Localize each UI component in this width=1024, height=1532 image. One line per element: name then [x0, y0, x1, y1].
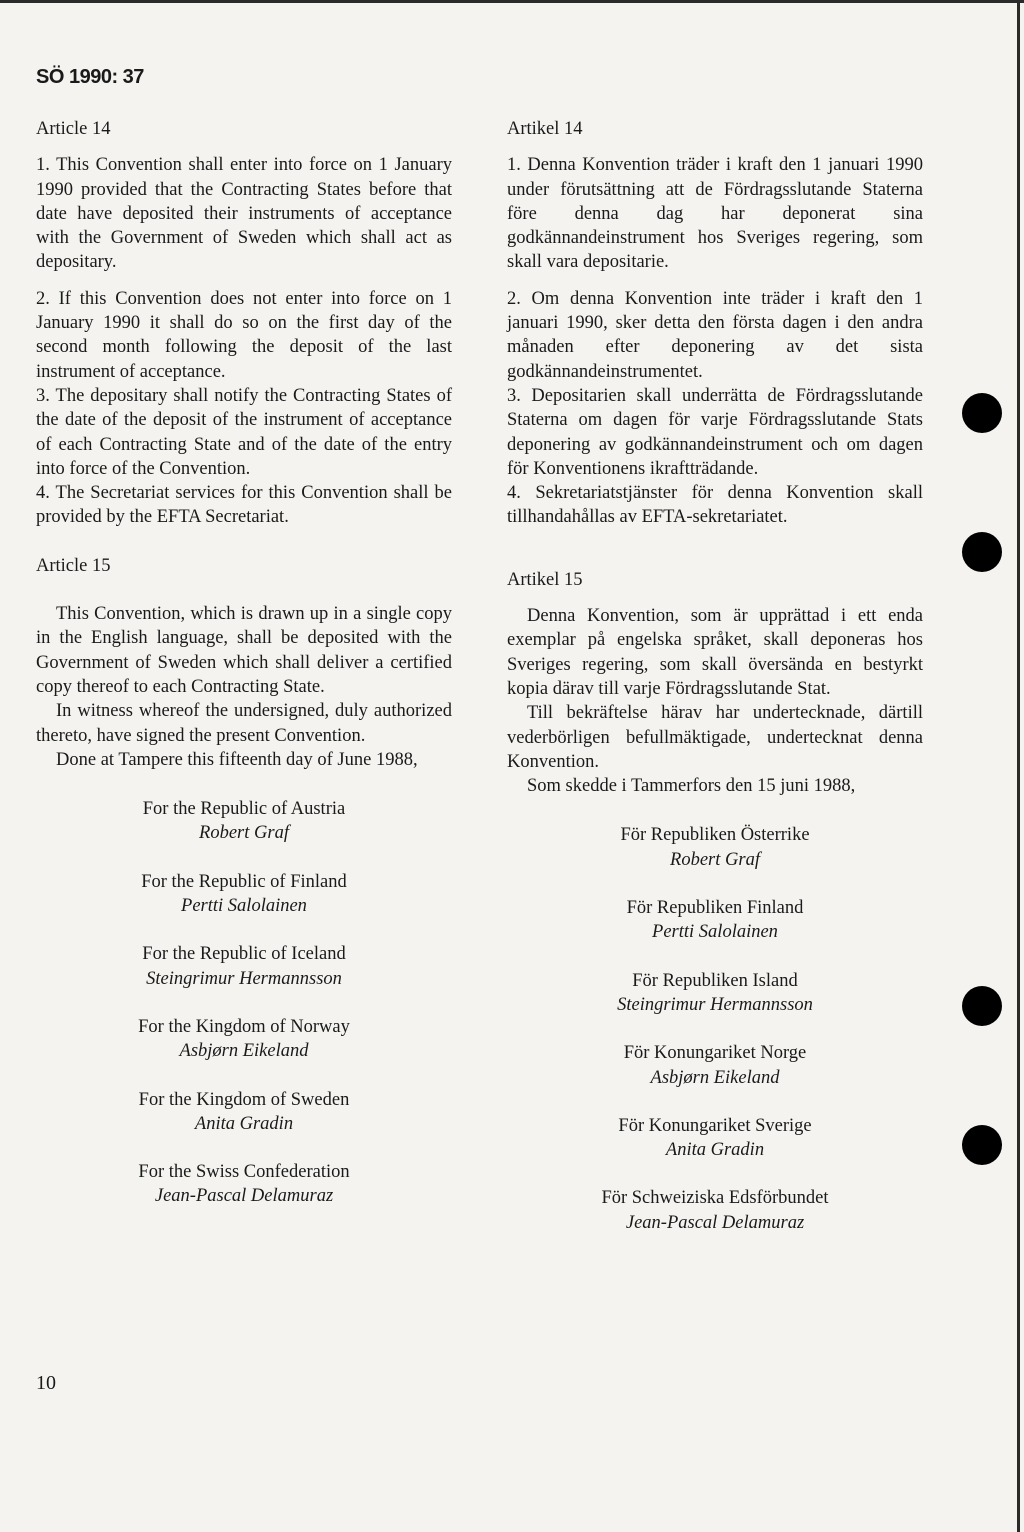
signature-block [36, 1015, 452, 1064]
artikel-14-heading: Artikel 14 [507, 119, 583, 139]
signature-block [36, 942, 452, 991]
artikel-15-heading: Artikel 15 [507, 569, 583, 590]
signature-list [36, 797, 452, 1209]
signatory-country: For the Republic of Austria [142, 799, 346, 820]
signature-block [507, 823, 923, 872]
signatory-name: Pertti Salolainen [652, 922, 778, 943]
article-15-heading: Article 15 [36, 555, 111, 576]
artikel-14-paragraph-2: 2. Om denna Konvention inte träder i kraft den 1 januari 1990, sker detta den första dagen i den andra månaden efter deponering av det sista godkännandeinstrumentet. [507, 288, 923, 382]
signature-block [507, 1186, 923, 1235]
artikel-14-paragraph-1: 1. Denna Konvention träder i kraft den 1 januari 1990 under förutsättning att de Fördragsslutande Staterna före denna dag har deponerat sina godkännandeinstrument hos Sveriges regering, som skall vara depositarie. [507, 155, 923, 273]
signatory-country: For the Kingdom of Norway [138, 1016, 350, 1037]
signatory-country: För Republiken Finland [626, 898, 804, 919]
signature-block [36, 797, 452, 846]
signatory-name: Asbjørn Eikeland [650, 1067, 780, 1088]
page-border-top [0, 0, 1024, 3]
article-14-paragraph-2: 2. If this Convention does not enter into force on 1 January 1990 it shall do so on the first day of the second month following the deposit of the last instrument of acceptance. [36, 288, 452, 382]
signatory-name: Steingrimur Hermannsson [146, 968, 342, 989]
signatory-country: For the Swiss Confederation [138, 1162, 350, 1183]
signature-block [507, 969, 923, 1018]
article-15-paragraph-3: Done at Tampere this fifteenth day of June 1988, [56, 749, 418, 770]
page-border-right [1017, 0, 1020, 1532]
signature-block [507, 1114, 923, 1163]
punch-hole [962, 532, 1002, 572]
article-14-paragraph-1: 1. This Convention shall enter into force on 1 January 1990 provided that the Contracting States before that date have deposited their instruments of acceptance with the Government of Sweden which shall act as depositary. [36, 155, 452, 273]
signatory-country: För Schweiziska Edsförbundet [601, 1188, 829, 1209]
artikel-14-paragraph-4: 4. Sekretariatstjänster för denna Konvention skall tillhandahållas av EFTA-sekretariatet. [507, 483, 923, 528]
signature-block [507, 1041, 923, 1090]
signatory-name: Anita Gradin [194, 1113, 294, 1134]
artikel-15-paragraph-3: Som skedde i Tammerfors den 15 juni 1988, [527, 776, 856, 797]
signatory-name: Robert Graf [670, 849, 760, 870]
signatory-country: För Konungariket Sverige [618, 1115, 812, 1136]
signatory-name: Pertti Salolainen [181, 896, 307, 917]
article-14-heading: Article 14 [36, 119, 111, 139]
signature-block [36, 1088, 452, 1137]
punch-hole [962, 986, 1002, 1026]
artikel-15-paragraph-1: Denna Konvention, som är upprättad i ett enda exemplar på engelska språket, skall deponeras hos Sveriges regering, som skall översända en bestyrkt kopia därav till varje Fördragsslutande Stat. [507, 606, 923, 699]
article-15-paragraph-2: In witness whereof the undersigned, duly authorized thereto, have signed the present Convention. [36, 701, 452, 746]
artikel-15-paragraph-2: Till bekräftelse härav har undertecknade, därtill vederbörligen befullmäktigade, undertecknat denna Konvention. [507, 703, 923, 772]
signature-block [507, 896, 923, 945]
page-number: 10 [36, 1372, 56, 1394]
signature-block [36, 1160, 452, 1209]
signatory-name: Jean-Pascal Delamuraz [625, 1212, 805, 1233]
artikel-14-paragraph-3: 3. Depositarien skall underrätta de Fördragsslutande Staterna om dagen för varje Fördragsslutande Stats deponering av godkännandeinstrument och om dagen för Konventionens ikraftträdande. [507, 385, 923, 479]
english-column [36, 117, 452, 1233]
signatory-name: Steingrimur Hermannsson [617, 994, 813, 1015]
signatory-name: Anita Gradin [665, 1140, 765, 1161]
document-reference: SÖ 1990: 37 [36, 66, 144, 88]
signature-block [36, 870, 452, 919]
signatory-country: For the Republic of Finland [141, 871, 347, 892]
signatory-country: För Republiken Österrike [620, 825, 810, 846]
article-14-paragraph-3: 3. The depositary shall notify the Contracting States of the date of the deposit of the instrument of acceptance of each Contracting State and of the date of the entry into force of the Convention. [36, 385, 452, 479]
signatory-name: Robert Graf [199, 823, 289, 844]
swedish-column [507, 117, 923, 1259]
signatory-country: For the Kingdom of Sweden [138, 1089, 350, 1110]
signatory-country: För Republiken Island [632, 970, 798, 991]
signatory-country: För Konungariket Norge [623, 1043, 807, 1064]
article-14-paragraph-4: 4. The Secretariat services for this Convention shall be provided by the EFTA Secretariat. [36, 483, 452, 528]
signatory-country: For the Republic of Iceland [142, 944, 346, 965]
signatory-name: Jean-Pascal Delamuraz [154, 1186, 334, 1207]
signature-list [507, 823, 923, 1235]
signatory-name: Asbjørn Eikeland [179, 1041, 309, 1062]
punch-hole [962, 393, 1002, 433]
article-15-paragraph-1: This Convention, which is drawn up in a single copy in the English language, shall be deposited with the Government of Sweden which shall deliver a certified copy thereof to each Contracting State. [36, 604, 452, 697]
punch-hole [962, 1125, 1002, 1165]
